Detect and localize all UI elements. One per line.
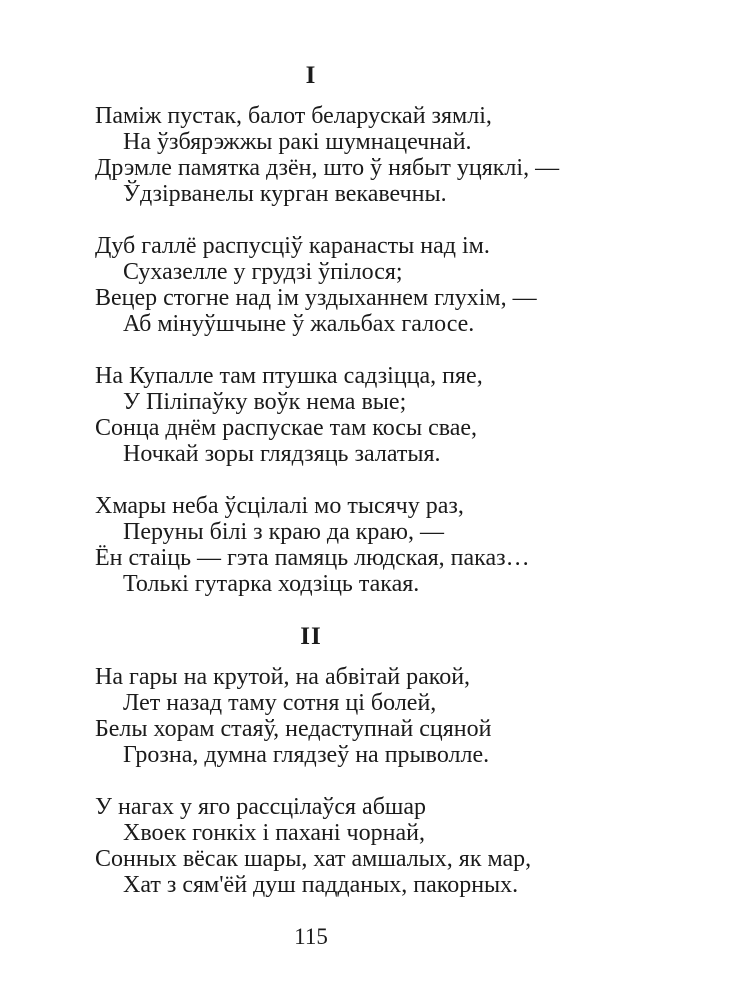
poem-line: Грозна, думна глядзеў на прыволле. xyxy=(123,742,490,768)
stanza-6 xyxy=(95,794,532,898)
poem-line: Хмары неба ўсцілалі мо тысячу раз, xyxy=(95,493,464,519)
poem-line: Вецер стогне над ім уздыханнем глухім, — xyxy=(95,285,537,311)
poem-line: Паміж пустак, балот беларускай зямлі, xyxy=(95,103,492,129)
poem-line: Ночкай зоры глядзяць залатыя. xyxy=(123,441,441,467)
poem-line: Сонца днём распускае там косы свае, xyxy=(95,415,478,441)
poem-line: Белы хорам стаяў, недаступнай сцяной xyxy=(95,716,492,742)
poem-line: Ён стаіць — гэта памяць людская, паказ… xyxy=(95,545,530,571)
stanza-1 xyxy=(95,103,560,207)
poem-line: Дрэмле памятка дзён, што ў нябыт уцяклі, — xyxy=(95,155,560,181)
poem-line: На Купалле там птушка садзіцца, пяе, xyxy=(95,363,483,389)
stanza-5 xyxy=(95,664,527,768)
poem-line: Аб мінуўшчыне ў жальбах галосе. xyxy=(123,311,475,337)
poem-line: Сонных вёсак шары, хат амшалых, як мар, xyxy=(95,846,532,872)
stanza-4 xyxy=(95,493,530,597)
page-number: 115 xyxy=(294,924,328,949)
poem-line: Сухазелле у грудзі ўпілося; xyxy=(123,259,403,285)
poem-line: На гары на крутой, на абвітай ракой, xyxy=(95,664,471,690)
stanza-2 xyxy=(95,233,537,337)
poem-line: Хат з сям'ёй душ падданых, пакорных. xyxy=(123,872,519,898)
section-heading-1: I xyxy=(305,62,317,89)
poem-line: У Піліпаўку воўк нема вые; xyxy=(123,389,407,415)
poem-line: Хвоек гонкіх і пахані чорнай, xyxy=(123,820,425,846)
poem-line: Дуб галлё распусціў каранасты над ім. xyxy=(95,233,490,259)
poem-content xyxy=(95,62,560,950)
poem-line: Лет назад таму сотня ці болей, xyxy=(123,690,437,716)
poem-line: Толькі гутарка ходзіць такая. xyxy=(123,571,420,597)
poem-line: На ўзбярэжжы ракі шумнацечнай. xyxy=(123,129,472,155)
poem-line: У нагах у яго рассцілаўся абшар xyxy=(95,794,427,820)
poem-line: Ўдзірванелы курган векавечны. xyxy=(123,181,447,207)
section-heading-2: II xyxy=(300,623,322,650)
poem-line: Перуны білі з краю да краю, — xyxy=(123,519,444,545)
stanza-3 xyxy=(95,363,527,467)
